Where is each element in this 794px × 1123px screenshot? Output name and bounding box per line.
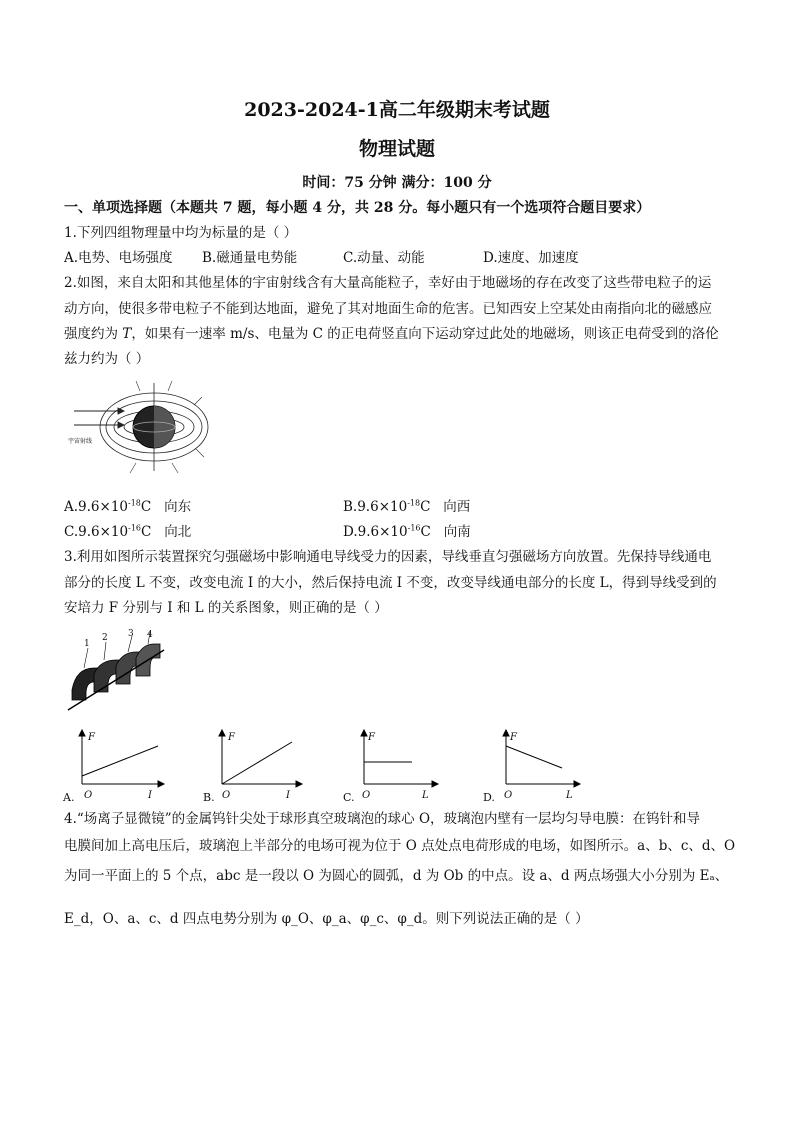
graph-b-line — [222, 742, 292, 784]
q3-line-2: 部分的长度 L 不变，改变电流 I 的大小，然后保持电流 I 不变，改变导线通电部分的长度 L，得到导线受到的 — [64, 575, 717, 591]
cosmic-ray-arrows — [74, 408, 124, 428]
q3-line-1: 3.利用如图所示装置探究匀强磁场中影响通电导线受力的因素，导线垂直匀强磁场方向放置。先保持导线通电 — [64, 549, 712, 565]
graph-a-origin: O — [84, 790, 93, 801]
q2-line-2: 动方向，使很多带电粒子不能到达地面，避免了其对地面生命的危害。已知西安上空某处由南指向北的磁感应 — [64, 301, 712, 317]
graph-c-y-label: F — [368, 732, 375, 743]
q1-option-a: A.电势、电场强度 — [64, 250, 173, 266]
q2-option-a: $A.9.6\times 10^{-18}C$ 向东 — [64, 498, 192, 515]
graph-a-x-label: I — [148, 790, 152, 801]
q4-line-1: 4.“场离子显微镜”的金属钨针尖处于球形真空玻璃泡的球心 O，玻璃泡内壁有一层均匀导电膜：在钨针和导 — [64, 811, 701, 827]
q1-option-d: D.速度、加速度 — [483, 250, 579, 266]
q3-line-3: 安培力 F 分别与 I 和 L 的关系图象，则正确的是（ ） — [64, 600, 388, 616]
q2-option-c: $C.9.6\times 10^{-16}C$ 向北 — [64, 523, 192, 540]
section-heading: 一、单项选择题（本题共 7 题，每小题 4 分，共 28 分。每小题只有一个选项符合题目要求） — [64, 200, 651, 216]
q4-line-3: 为同一平面上的 5 个点，abc 是一段以 O 为圆心的圆弧，d 为 Ob 的中点。设 a、d 两点场强大小分别为 Eₐ、 — [64, 868, 729, 884]
q4-line-4: E_d，O、a、c、d 四点电势分别为 φ_O、φ_a、φ_c、φ_d。则下列说法正确的是（ ） — [64, 911, 589, 927]
q2-option-d: $D.9.6\times 10^{-16}C$ 向南 — [343, 523, 471, 540]
q2-line-1: 2.如图，来自太阳和其他星体的宇宙射线含有大量高能粒子，幸好由于地磁场的存在改变了这些带电粒子的运 — [64, 275, 712, 291]
magnet-apparatus-figure — [66, 628, 166, 718]
q4-line-2: 电膜间加上高电压后，玻璃泡上半部分的电场可视为位于 O 点处点电荷形成的电场，如图所示。a、b、c、d、O — [64, 838, 736, 854]
q1-option-b: B.磁通量电势能 — [202, 250, 298, 266]
graph-d-origin: O — [504, 790, 513, 801]
graph-c — [340, 728, 450, 804]
exam-title: 2023-2024-1高二年级期末考试题 — [244, 99, 550, 121]
q2-line-3: 强度约为 T，如果有一速率 m/s、电量为 C 的正电荷竖直向下运动穿过此处的地磁场，则该正电荷受到的洛伦 — [64, 326, 719, 342]
subject-title: 物理试题 — [358, 138, 435, 160]
graph-a-line — [82, 746, 158, 776]
q1-stem: 1.下列四组物理量中均为标量的是（ ） — [64, 225, 298, 241]
magnet-number-4: 4 — [147, 630, 153, 640]
q1-option-c: C.动量、动能 — [343, 250, 425, 266]
magnet-number-3: 3 — [128, 629, 134, 639]
graph-b-letter: B. — [203, 791, 215, 804]
graph-d-y-label: F — [510, 732, 517, 743]
graph-a-letter: A. — [63, 791, 75, 804]
graph-d-line — [506, 746, 562, 768]
cosmic-ray-label: 宇宙射线 — [68, 438, 93, 445]
graph-d-x-label: L — [566, 790, 573, 801]
magnet-number-1: 1 — [84, 639, 90, 649]
graph-b-origin: O — [222, 790, 231, 801]
graph-b-x-label: I — [286, 790, 290, 801]
graph-b — [200, 728, 310, 804]
magnet-number-2: 2 — [102, 633, 108, 643]
graph-b-y-label: F — [228, 732, 235, 743]
q2-line-4: 兹力约为（ ） — [64, 351, 150, 367]
time-info: 时间：75 分钟 满分：100 分 — [302, 175, 492, 191]
graph-d — [482, 728, 592, 804]
graph-d-letter: D. — [483, 791, 495, 804]
graph-a-y-label: F — [88, 732, 95, 743]
graph-a — [62, 728, 172, 804]
graph-c-letter: C. — [343, 791, 355, 804]
graph-c-x-label: L — [422, 790, 429, 801]
graph-c-origin: O — [362, 790, 371, 801]
q2-option-b: $B.9.6\times 10^{-18}C$ 向西 — [343, 498, 471, 515]
earth-magnetic-field-figure — [66, 377, 210, 477]
